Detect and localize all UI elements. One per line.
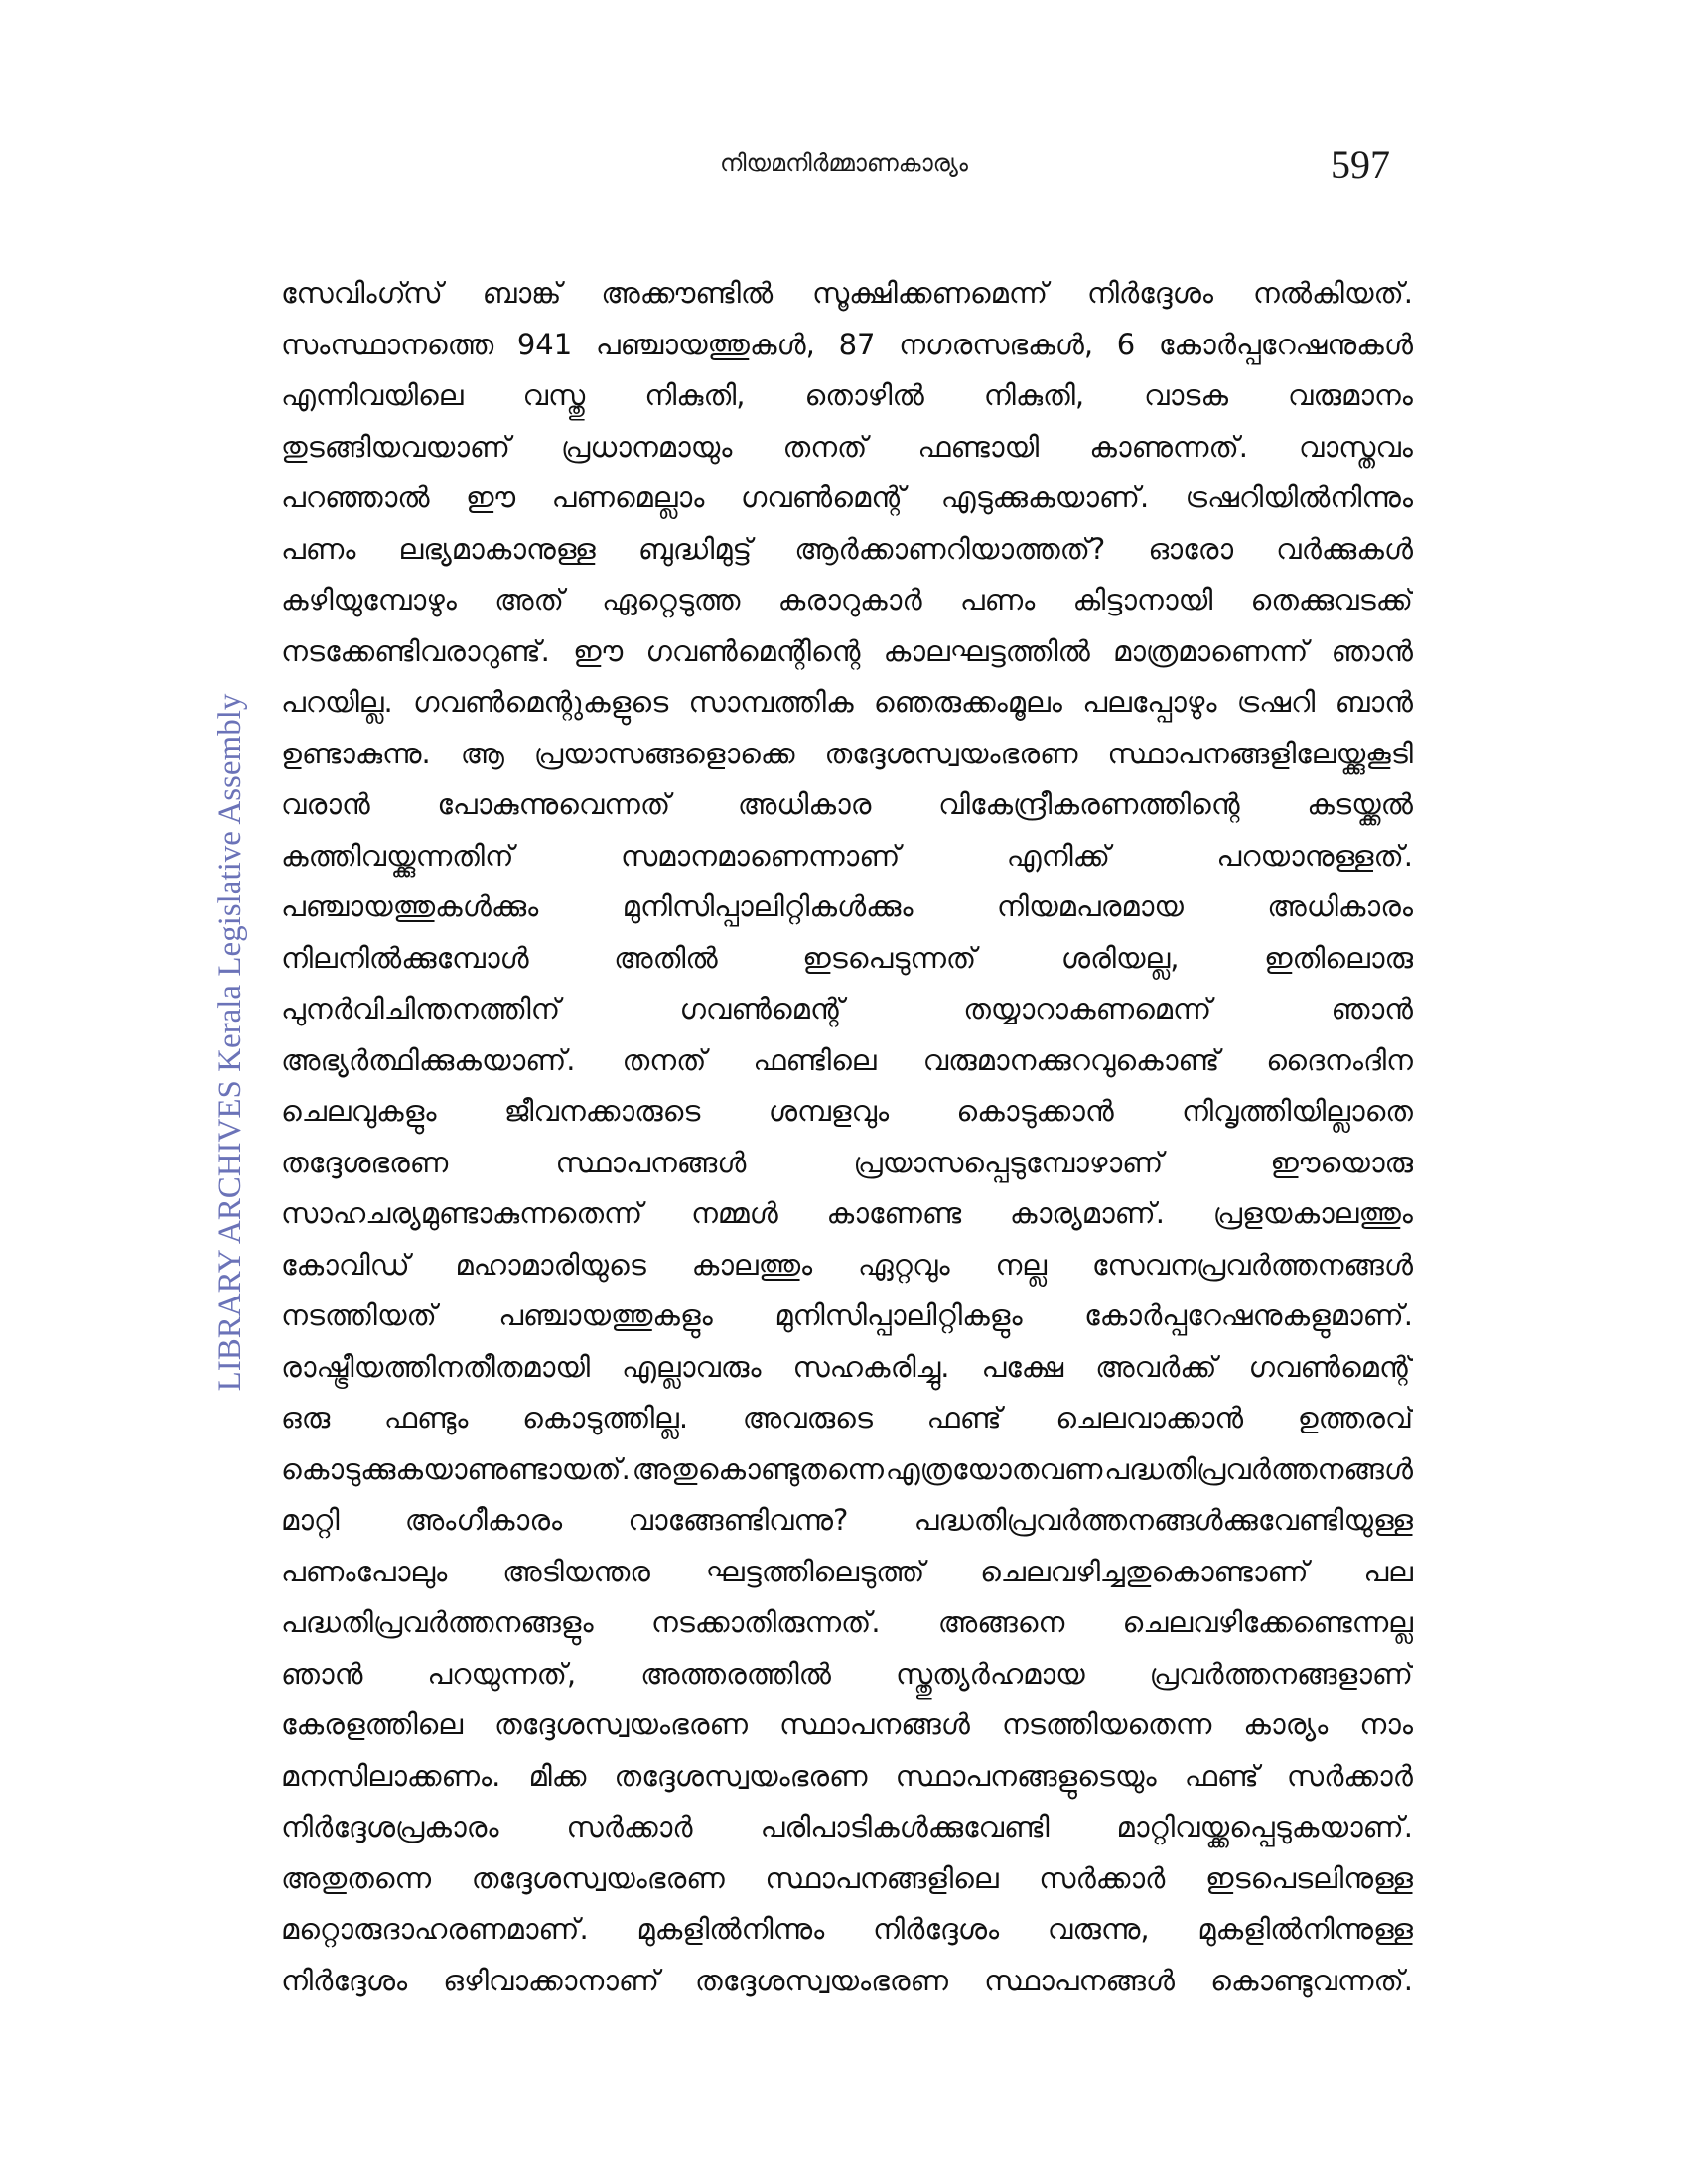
word: നികുതി, (644, 378, 746, 412)
word: ട്രഷറി (1236, 685, 1316, 719)
text-line (281, 1956, 1413, 2007)
word: നിവൃത്തിയില്ലാതെ (1182, 1094, 1413, 1128)
word: സ്ഥാപനങ്ങളിലേയ്ക്കുകൂടി (1107, 736, 1413, 770)
word: കാണേണ്ട (826, 1196, 962, 1230)
text-line (281, 575, 1413, 626)
word: ആ (460, 736, 504, 770)
word: പുനർവിചിന്തനത്തിന് (281, 992, 561, 1025)
word: സർക്കാർ (1039, 1860, 1166, 1895)
word: പദ്ധതിപ്രവർത്തനങ്ങളും (281, 1605, 594, 1639)
word: നടക്കേണ്ടിവരാറുണ്ട്. (281, 633, 550, 668)
word: സ്ഥാപനങ്ങൾ (555, 1145, 747, 1179)
word: മുകളിൽനിന്നുള്ള (1197, 1912, 1413, 1946)
word: ഗവൺമെന്റ് (679, 992, 844, 1025)
word: അങ്ങനെ (937, 1605, 1065, 1639)
text-line (281, 1086, 1413, 1138)
word: സാമ്പത്തിക (688, 685, 854, 719)
word: കേരളത്തിലെ (281, 1707, 463, 1741)
word: നിർദ്ദേശപ്രകാരം (281, 1810, 499, 1843)
word: തദ്ദേശസ്വയംഭരണ (471, 1860, 725, 1895)
word: നമ്മൾ (691, 1196, 778, 1230)
word: ഏറ്റെടുത്ത (602, 583, 741, 616)
text-line (281, 1904, 1413, 1956)
text-line (281, 1444, 1413, 1496)
word: അവർക്ക് (1095, 1349, 1217, 1384)
text-line (281, 268, 1413, 320)
word: പണമെല്ലാം (551, 480, 705, 514)
text-line (281, 1547, 1413, 1598)
word: 6 (1116, 327, 1136, 361)
word: ചെലവാക്കാൻ (1055, 1401, 1244, 1434)
text-line (281, 473, 1413, 524)
word: 87 (838, 327, 876, 361)
word: സേവനപ്രവർത്തനങ്ങൾ (1091, 1247, 1413, 1282)
text-line (281, 1700, 1413, 1751)
word: അക്കൗണ്ടിൽ (601, 276, 774, 310)
word: ഫണ്ട് (1184, 1758, 1259, 1793)
word: തനത് (622, 1042, 707, 1077)
word: അഭ്യർത്ഥിക്കുകയാണ്. (281, 1042, 576, 1077)
word: കൊടുക്കാൻ (956, 1094, 1114, 1128)
word: കോർപ്പറേഷനുകൾ (1158, 327, 1413, 361)
word: നല്ല (995, 1247, 1048, 1282)
word: അത്തരത്തിൽ (640, 1656, 831, 1691)
text-line (281, 1342, 1413, 1394)
word: സേവിംഗ്സ് (281, 276, 443, 310)
word: കാണുന്നത്. (1089, 429, 1248, 464)
word: നഗരസഭകൾ, (899, 327, 1094, 361)
word: മാറ്റിവയ്ക്കപ്പെടുകയാണ്. (1116, 1810, 1413, 1843)
word: ലഭ്യമാകാനുള്ള (398, 531, 596, 566)
word: നിർദ്ദേശം (872, 1912, 1000, 1946)
text-line (281, 1597, 1413, 1649)
word: നൽകിയത്. (1252, 276, 1413, 310)
word: പോകുന്നുവെന്നത് (437, 787, 671, 821)
word: കൊണ്ടുവന്നത്. (1210, 1963, 1413, 1997)
word: അതിൽ (614, 940, 718, 975)
text-line (281, 1035, 1413, 1087)
word: പഞ്ചായത്തുകൾക്കും (281, 889, 539, 923)
word: ഉണ്ടാകുന്നു. (281, 736, 431, 770)
word: ചെലവഴിച്ചതുകൊണ്ടാണ് (980, 1554, 1309, 1588)
word: വർക്കുകൾ (1276, 531, 1413, 566)
word: വാടക (1144, 378, 1228, 412)
word: സ്ഥാപനങ്ങളിലെ (765, 1860, 999, 1895)
word: ഞാൻ (1331, 633, 1413, 668)
text-line (281, 882, 1413, 933)
word: ഗവൺമെന്റുകളുടെ (413, 685, 669, 719)
word: കാലത്തും (691, 1247, 813, 1282)
word: തദ്ദേശസ്വയംഭരണ (614, 1758, 868, 1793)
word: നാം (1359, 1707, 1413, 1741)
word: പഞ്ചായത്തുകൾ, (595, 327, 815, 361)
word: സഹകരിച്ചു. (792, 1349, 950, 1384)
word: മുകളിൽനിന്നും (636, 1912, 825, 1946)
word: തെക്കുവടക്ക് (1250, 583, 1413, 616)
word: കാര്യമാണ്. (1009, 1196, 1165, 1230)
word: വികേന്ദ്രീകരണത്തിന്റെ (938, 787, 1240, 821)
text-line (281, 677, 1413, 729)
word: വരുന്നു, (1047, 1912, 1150, 1946)
word: മുനിസിപ്പാലിറ്റികളും (774, 1298, 1023, 1332)
text-line (281, 320, 1413, 371)
word: കിട്ടാനായി (1072, 583, 1213, 616)
word: ട്രഷറിയിൽനിന്നും (1185, 480, 1413, 514)
word: കൊടുക്കുകയാണുണ്ടായത്. (281, 1451, 631, 1486)
word: വാസ്തവം (1299, 429, 1413, 464)
word: തുടങ്ങിയവയാണ് (281, 429, 510, 464)
word: ശമ്പളവും (768, 1094, 890, 1128)
word: പ്രധാനമായും (561, 429, 733, 464)
word: കത്തിവയ്ക്കുന്നതിന് (281, 838, 514, 873)
word: സമാനമാണെന്നാണ് (620, 838, 901, 873)
word: മുനിസിപ്പാലിറ്റികൾക്കും (622, 889, 914, 923)
word: മഹാമാരിയുടെ (455, 1247, 646, 1282)
word: സ്ഥാപനങ്ങളുടെയും (895, 1758, 1157, 1793)
word: തയ്യാറാകണമെന്ന് (963, 992, 1212, 1025)
word: ചെലവുകളും (281, 1094, 437, 1128)
word: ഞാൻ (1331, 992, 1413, 1025)
word: പ്രയാസങ്ങളൊക്കെ (533, 736, 795, 770)
word: എനിക്ക് (1006, 838, 1110, 873)
text-line (281, 626, 1413, 678)
word: ഫണ്ടിലെ (753, 1042, 877, 1077)
word: സ്ഥാപനങ്ങൾ (778, 1707, 970, 1741)
text-line (281, 1495, 1413, 1547)
word: ദൈനംദിന (1266, 1042, 1413, 1077)
text-line (281, 831, 1413, 883)
word: ഘട്ടത്തിലെടുത്ത് (705, 1554, 925, 1588)
text-line (281, 1853, 1413, 1905)
word: അവരുടെ (742, 1401, 873, 1434)
word: എത്രയോതവണ (885, 1451, 1103, 1486)
word: തദ്ദേശസ്വയംഭരണ (493, 1707, 748, 1741)
word: പലപ്പോഴും (1082, 685, 1217, 719)
word: കൊടുത്തില്ല. (522, 1401, 689, 1434)
word: കോർപ്പറേഷനുകളുമാണ്. (1084, 1298, 1413, 1332)
word: രാഷ്ട്രീയത്തിനതീതമായി (281, 1349, 591, 1384)
page-number: 597 (1331, 142, 1390, 187)
word: ഉത്തരവ് (1297, 1401, 1413, 1434)
word: തദ്ദേശഭരണ (281, 1145, 449, 1179)
word: ഇടപെടലിനുള്ള (1205, 1860, 1413, 1895)
word: ജീവനക്കാരുടെ (503, 1094, 701, 1128)
text-line (281, 370, 1413, 422)
word: വരാൻ (281, 787, 370, 821)
text-line (281, 1240, 1413, 1292)
word: മനസിലാക്കണം. (281, 1758, 501, 1793)
word: അധികാര (737, 787, 872, 821)
word: നടത്തിയതെന്ന (1001, 1707, 1212, 1741)
word: ബാങ്ക് (482, 276, 562, 310)
body-paragraph (281, 268, 1413, 2006)
word: ഫണ്ടായി (917, 429, 1040, 464)
word: പ്രവർത്തനങ്ങളാണ് (1149, 1656, 1413, 1691)
word: ബുദ്ധിമുട്ട് (637, 531, 753, 566)
word: മറ്റൊരുദാഹരണമാണ്. (281, 1912, 589, 1946)
word: ഓരോ (1148, 531, 1234, 566)
word: പദ്ധതിപ്രവർത്തനങ്ങൾ (1104, 1451, 1413, 1486)
word: ഇതിലൊരു (1264, 940, 1413, 975)
word: പറഞ്ഞാൽ (281, 480, 430, 514)
word: ഞാൻ (281, 1656, 363, 1691)
word: കരാറുകാർ (777, 583, 922, 616)
text-line (281, 1802, 1413, 1853)
word: ഞെരുക്കംമൂലം (873, 685, 1062, 719)
word: വസ്തു (522, 378, 586, 412)
word: ഒരു (281, 1401, 331, 1434)
word: മാത്രമാണെന്ന് (1113, 633, 1309, 668)
word: ഇടപെടുന്നത് (802, 940, 977, 975)
word: പണം (959, 583, 1036, 616)
word: മാറ്റി (281, 1503, 340, 1537)
word: അടിയന്തര (502, 1554, 650, 1588)
text-line (281, 779, 1413, 831)
word: പണംപോലും (281, 1554, 448, 1588)
word: ഏറ്റവും (857, 1247, 950, 1282)
word: നടത്തിയത് (281, 1298, 437, 1332)
word: ഗവൺമെന്റ് (1248, 1349, 1413, 1384)
word: പക്ഷേ (981, 1349, 1064, 1384)
word: സർക്കാർ (566, 1810, 693, 1843)
word: വരുമാനം (1288, 378, 1413, 412)
word: ബാൻ (1335, 685, 1413, 719)
word: എന്നിവയിലെ (281, 378, 464, 412)
text-line (281, 422, 1413, 474)
word: സാഹചര്യമുണ്ടാകുന്നതെന്ന് (281, 1196, 643, 1230)
text-line (281, 1649, 1413, 1701)
word: കോവിഡ് (281, 1247, 410, 1282)
word: 941 (516, 327, 573, 361)
word: കാലഘട്ടത്തിൽ (883, 633, 1090, 668)
text-line (281, 1291, 1413, 1342)
word: തദ്ദേശസ്വയംഭരണ (695, 1963, 949, 1997)
word: അതുതന്നെ (281, 1860, 432, 1895)
word: പ്രളയകാലത്തും (1212, 1196, 1413, 1230)
word: വാങ്ങേണ്ടിവന്നു? (628, 1503, 849, 1537)
word: അതുകൊണ്ടുതന്നെ (632, 1451, 884, 1486)
word: ചെലവഴിക്കേണ്ടെന്നല്ല (1122, 1605, 1413, 1639)
word: ഒഴിവാക്കാനാണ് (443, 1963, 659, 1997)
running-head-title: നിയമനിർമ്മാണകാര്യം (720, 149, 968, 177)
word: പറയില്ല. (281, 685, 393, 719)
text-line (281, 1751, 1413, 1803)
text-line (281, 1138, 1413, 1189)
word: പഞ്ചായത്തുകളും (498, 1298, 713, 1332)
text-line (281, 729, 1413, 780)
word: കാര്യം (1243, 1707, 1329, 1741)
word: നിർദ്ദേശം (1086, 276, 1214, 310)
word: വരുമാനക്കുറവുകൊണ്ട് (922, 1042, 1220, 1077)
word: കടയ്ക്കൽ (1307, 787, 1413, 821)
word: തദ്ദേശസ്വയംഭരണ (824, 736, 1078, 770)
word: എല്ലാവരും (622, 1349, 762, 1384)
word: സൂക്ഷിക്കണമെന്ന് (811, 276, 1049, 310)
word: നിയമപരമായ (996, 889, 1184, 923)
word: സ്തുത്യർഹമായ (895, 1656, 1085, 1691)
word: ഈ (573, 633, 624, 668)
word: പദ്ധതിപ്രവർത്തനങ്ങൾക്കുവേണ്ടിയുള്ള (914, 1503, 1413, 1537)
text-line (281, 984, 1413, 1035)
word: മിക്ക (528, 1758, 587, 1793)
word: നിർദ്ദേശം (281, 1963, 408, 1997)
text-line (281, 933, 1413, 985)
text-line (281, 1393, 1413, 1444)
word: സംസ്ഥാനത്തെ (281, 327, 494, 361)
word: ഗവൺമെന്റ് (740, 480, 906, 514)
word: നിലനിൽക്കുമ്പോൾ (281, 940, 529, 975)
word: പണം (281, 531, 356, 566)
word: പറയാനുള്ളത്. (1216, 838, 1413, 873)
word: തൊഴിൽ (804, 378, 924, 412)
word: തനത് (782, 429, 868, 464)
text-line (281, 524, 1413, 576)
word: പറയുന്നത്, (427, 1656, 577, 1691)
word: പ്രയാസപ്പെടുമ്പോഴാണ് (853, 1145, 1164, 1179)
word: ഗവൺമെന്റിന്റെ (645, 633, 861, 668)
word: അത് (494, 583, 564, 616)
word: ഫണ്ട് (926, 1401, 1002, 1434)
word: ഈയൊരു (1270, 1145, 1413, 1179)
word: പല (1363, 1554, 1413, 1588)
word: നികുതി, (983, 378, 1085, 412)
word: ശരിയല്ല, (1060, 940, 1180, 975)
word: കഴിയുമ്പോഴും (281, 583, 457, 616)
word: എടുക്കുകയാണ്. (940, 480, 1150, 514)
word: ഈ (466, 480, 516, 514)
word: സ്ഥാപനങ്ങൾ (984, 1963, 1176, 1997)
word: ഫണ്ടും (383, 1401, 469, 1434)
word: നടക്കാതിരുന്നത്. (650, 1605, 881, 1639)
word: അധികാരം (1267, 889, 1413, 923)
library-archives-watermark: LIBRARY ARCHIVES Kerala Legislative Assembly (212, 693, 248, 1392)
word: സർക്കാർ (1286, 1758, 1413, 1793)
word: ആർക്കാണറിയാത്തത്? (794, 531, 1106, 566)
text-line (281, 1188, 1413, 1240)
word: അംഗീകാരം (404, 1503, 563, 1537)
word: പരിപാടികൾക്കുവേണ്ടി (760, 1810, 1050, 1843)
